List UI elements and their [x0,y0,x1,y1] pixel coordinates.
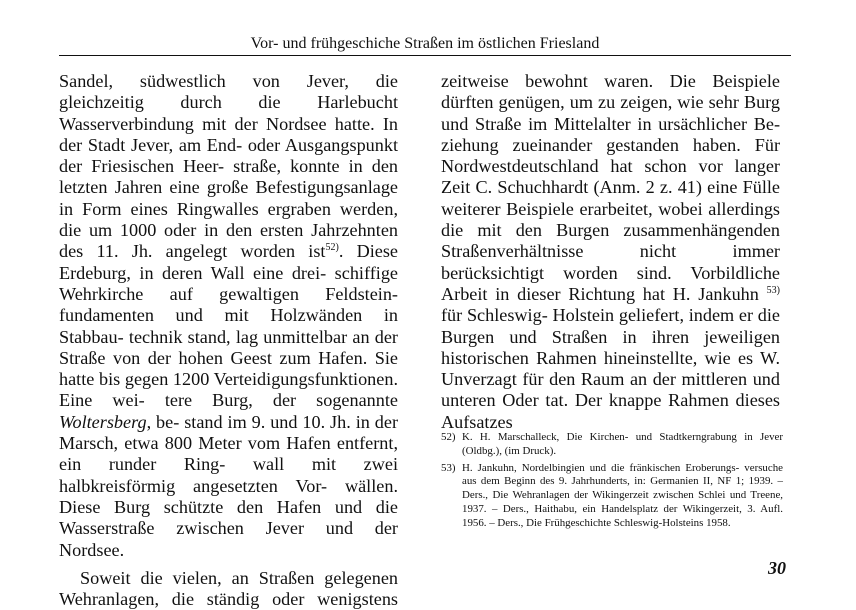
footnote-text: K. H. Marschalleck, Die Kirchen- und Stadtkerngrabung in Jever (Oldbg.), (im Druck). [462,431,783,457]
body-text: für Schleswig- Holstein geliefert, indem er die Burgen und Straßen in ihren jeweiligen historischen Rahmen hineinstellte, wie es W. Unverzagt für den Raum an der mittleren und unteren Oder tat. Der knappe Rahmen dieses Aufsatzes [441,305,780,432]
footnote-number: 52) [441,431,456,443]
body-paragraph-1 [59,71,398,561]
body-text: zeitweise bewohnt waren. Die Beispiele dürften genügen, um zu zeigen, wie sehr Burg und Straße im Mittelalter in ursächlicher Be- ziehung zueinander gestanden haben. Für Nordwestdeutschland hat schon vor langer Zeit C. Schuchhardt (Anm. 2 z. 41) eine Fülle weiterer Beispiele erarbeitet, wobei allerdings die mit den Burgen zusammenhängenden Straßenverhältnisse nicht immer berücksichtigt worden sind. Vorbildliche Arbeit in dieser Richtung hat H. Jankuhn [441,71,780,304]
body-paragraph-2: Soweit die vielen, an Straßen gelegenen Wehranlagen, die ständig oder wenigstens [59,567,398,610]
footnote-number: 53) [441,461,456,474]
footnote-ref-53: 53) [766,284,780,296]
footnotes [441,431,783,534]
body-text: , be- stand im 9. und 10. Jh. in der Marsch, etwa 800 Meter vom Hafen entfernt, ein runder Ring- wall mit zwei halbkreisförmig angesetzten Vor- wällen. Diese Burg schützte den Hafen und die Wasserstraße zwischen Jever und der Nordsee. [59,411,398,560]
footnote-53 [441,462,783,531]
body-text: Sandel, südwestlich von Jever, die gleichzeitig durch die Harlebucht Wasserverbindung mit der Nordsee hatte. In der Stadt Jever, am End- oder Ausgangspunkt der Friesischen Heer- straße, konnte in den letzten Jahren eine große Befestigungsanlage in Form eines Ringwalles ergraben werden, die um 1000 oder in den ersten Jahrzehnten des 11. Jh. angelegt worden ist [59,71,398,262]
body-text: . Diese Erdeburg, in deren Wall eine drei- schiffige Wehrkirche auf gewaltigen Feldstein- fundamenten und mit Holzwänden in Stabbau- technik stand, lag unmittelbar an der Straße von der hohen Geest zum Hafen. Sie hatte bis gegen 1200 Verteidigungsfunktionen. Eine wei- tere Burg, der sogenannte [59,241,398,411]
page-number: 30 [768,558,786,578]
right-column [441,71,780,433]
footnote-52 [441,431,783,459]
italic-place-name: Woltersberg [59,411,147,432]
footnote-text: H. Jankuhn, Nordelbingien und die fränkischen Eroberungs- versuche aus dem Beginn des 9. Jahrhunderts, in: Germanien II, NF 1; 1939. – Ders., Die Wehranlagen der Wikingerzeit zwischen Schlei und Treene, 1937. – Ders., Haithabu, ein Handelsplatz der Wikingerzeit, 3. Aufl. 1956. – Ders., Die Frühgeschichte Schleswig-Holsteins 1958. [462,461,783,529]
footnote-ref-52: 52) [325,242,339,254]
left-column [59,71,398,610]
header-rule [59,55,791,56]
body-paragraph-3 [441,71,780,433]
running-head: Vor- und frühgeschiche Straßen im östlichen Friesland [250,35,600,52]
